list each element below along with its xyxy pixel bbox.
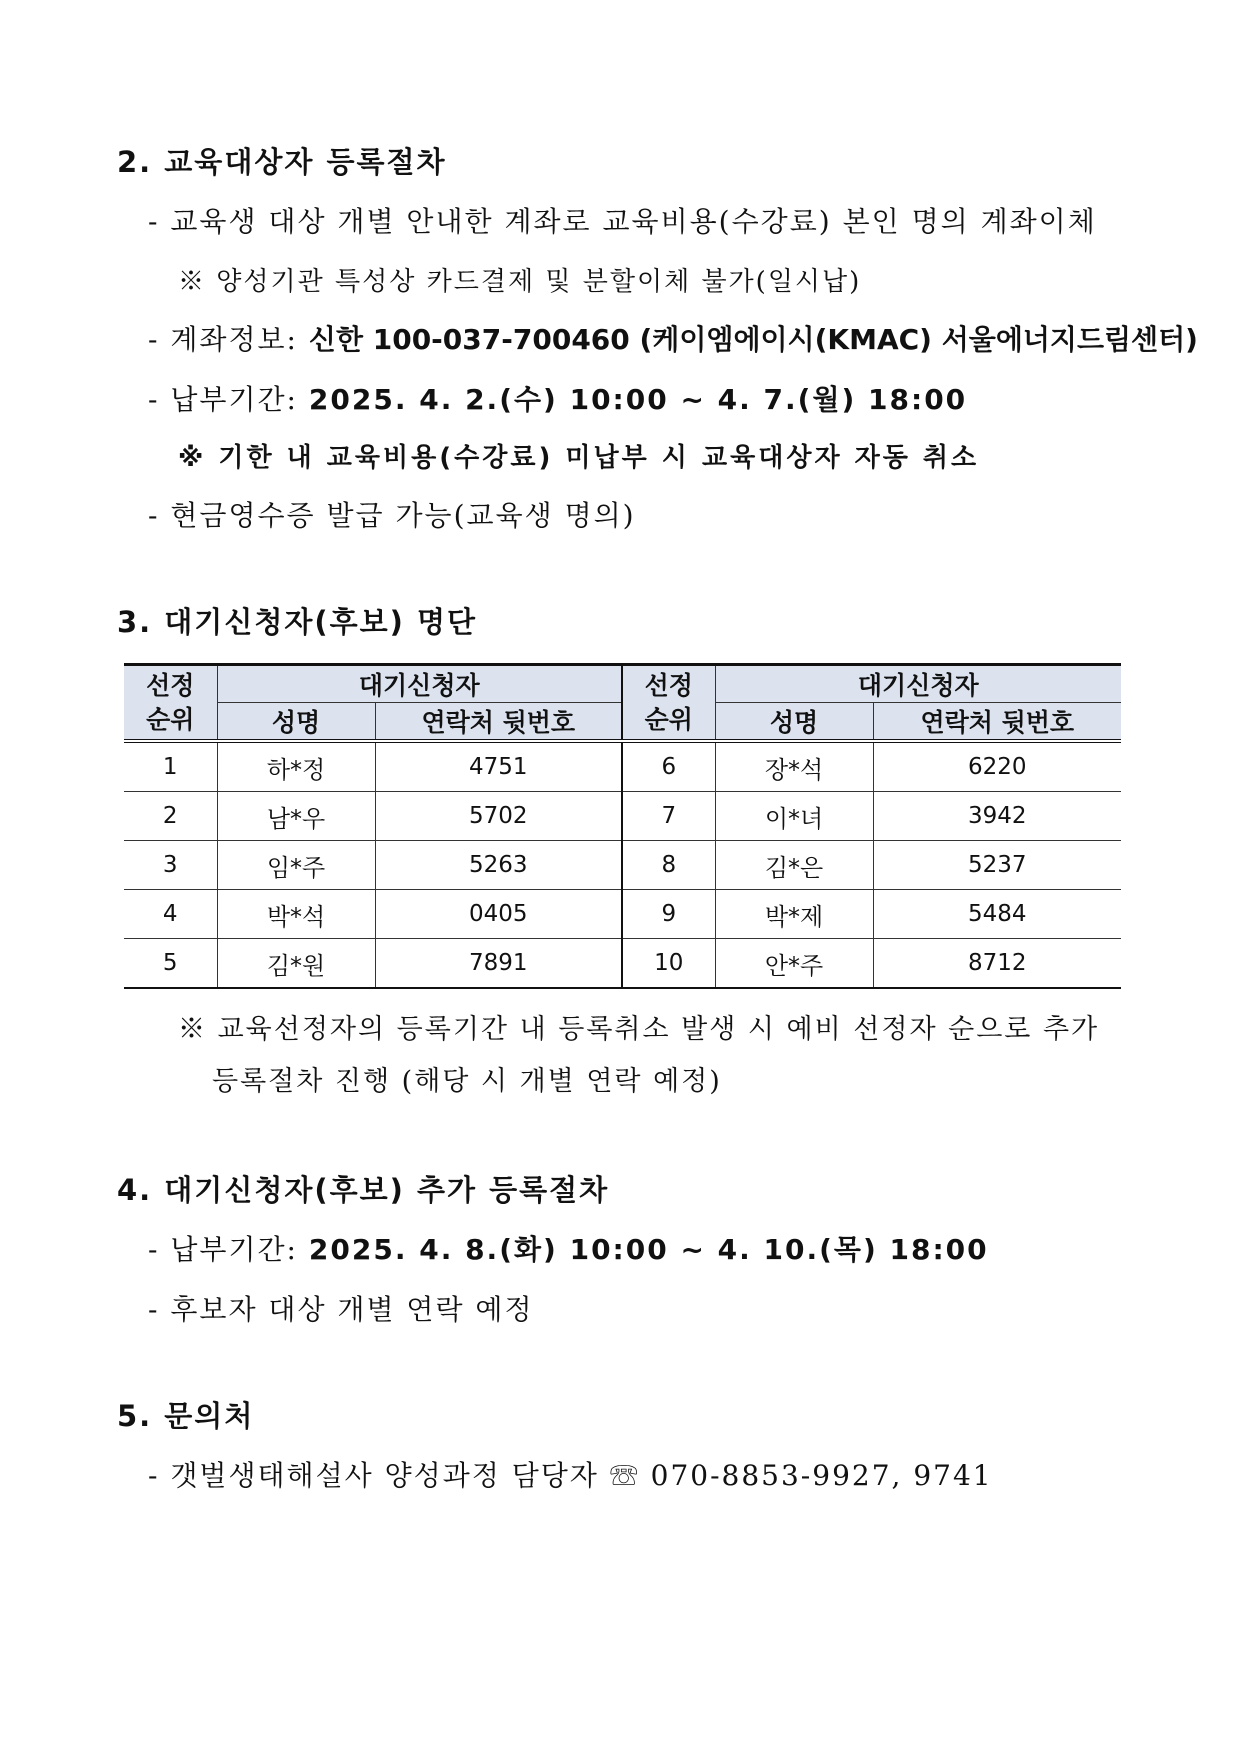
table-row xyxy=(124,792,1121,841)
rank-cell: 8 xyxy=(622,841,715,890)
waitlist-table xyxy=(124,663,1121,989)
name-cell: 남*우 xyxy=(217,792,375,841)
phone-header-left: 연락처 뒷번호 xyxy=(375,703,622,742)
rank-cell: 3 xyxy=(124,841,217,890)
period-label: - 납부기간: xyxy=(148,1233,309,1266)
name-header-right: 성명 xyxy=(715,703,873,742)
phone-header-right: 연락처 뒷번호 xyxy=(873,703,1121,742)
table-row xyxy=(124,741,1121,792)
payment-period xyxy=(148,380,967,420)
rank-header-right: 선정 순위 xyxy=(622,665,715,742)
table-row xyxy=(124,841,1121,890)
name-cell: 장*석 xyxy=(715,741,873,792)
bullet-individual-contact: - 후보자 대상 개별 연락 예정 xyxy=(148,1293,534,1326)
section-4-heading: 4. 대기신청자(후보) 추가 등록절차 xyxy=(117,1173,610,1207)
name-cell: 이*녀 xyxy=(715,792,873,841)
period-value: 2025. 4. 2.(수) 10:00 ~ 4. 7.(월) 18:00 xyxy=(308,383,968,416)
section-3-heading: 3. 대기신청자(후보) 명단 xyxy=(117,605,478,639)
group-header-right: 대기신청자 xyxy=(715,665,1121,703)
period-label: - 납부기간: xyxy=(148,383,309,416)
bullet-transfer: - 교육생 대상 개별 안내한 계좌로 교육비용(수강료) 본인 명의 계좌이체 xyxy=(148,205,1097,238)
name-header-left: 성명 xyxy=(217,703,375,742)
note-cancel: ※ 기한 내 교육비용(수강료) 미납부 시 교육대상자 자동 취소 xyxy=(178,443,980,473)
account-info xyxy=(148,320,1198,360)
phone-cell: 4751 xyxy=(375,741,622,792)
phone-cell: 6220 xyxy=(873,741,1121,792)
name-cell: 박*제 xyxy=(715,890,873,939)
phone-cell: 5702 xyxy=(375,792,622,841)
phone-cell: 0405 xyxy=(375,890,622,939)
group-header-left: 대기신청자 xyxy=(217,665,622,703)
rank-cell: 7 xyxy=(622,792,715,841)
name-cell: 임*주 xyxy=(217,841,375,890)
phone-cell: 5484 xyxy=(873,890,1121,939)
rank-cell: 1 xyxy=(124,741,217,792)
phone-cell: 5263 xyxy=(375,841,622,890)
rank-cell: 10 xyxy=(622,939,715,989)
section-5-heading: 5. 문의처 xyxy=(117,1399,255,1433)
rank-cell: 2 xyxy=(124,792,217,841)
account-label: - 계좌정보: xyxy=(148,323,309,356)
phone-cell: 8712 xyxy=(873,939,1121,989)
rank-cell: 9 xyxy=(622,890,715,939)
table-row xyxy=(124,890,1121,939)
waitlist-note-line1: ※ 교육선정자의 등록기간 내 등록취소 발생 시 예비 선정자 순으로 추가 xyxy=(178,1014,1100,1045)
bullet-receipt: - 현금영수증 발급 가능(교육생 명의) xyxy=(148,499,636,532)
name-cell: 하*정 xyxy=(217,741,375,792)
name-cell: 김*은 xyxy=(715,841,873,890)
name-cell: 김*원 xyxy=(217,939,375,989)
rank-cell: 5 xyxy=(124,939,217,989)
note-no-card: ※ 양성기관 특성상 카드결제 및 분할이체 불가(일시납) xyxy=(178,267,862,297)
account-value: 신한 100-037-700460 (케이엠에이시(KMAC) 서울에너지드림센터) xyxy=(308,323,1198,356)
contact-info: - 갯벌생태해설사 양성과정 담당자 ☏ 070-8853-9927, 9741 xyxy=(148,1459,993,1492)
rank-cell: 4 xyxy=(124,890,217,939)
name-cell: 안*주 xyxy=(715,939,873,989)
phone-cell: 7891 xyxy=(375,939,622,989)
period-value: 2025. 4. 8.(화) 10:00 ~ 4. 10.(목) 18:00 xyxy=(308,1233,989,1266)
phone-cell: 3942 xyxy=(873,792,1121,841)
name-cell: 박*석 xyxy=(217,890,375,939)
waitlist-note-line2: 등록절차 진행 (해당 시 개별 연락 예정) xyxy=(212,1066,722,1097)
additional-payment-period xyxy=(148,1230,989,1270)
phone-cell: 5237 xyxy=(873,841,1121,890)
section-2-heading: 2. 교육대상자 등록절차 xyxy=(117,145,447,179)
table-row xyxy=(124,939,1121,989)
rank-header-left: 선정 순위 xyxy=(124,665,217,742)
rank-cell: 6 xyxy=(622,741,715,792)
